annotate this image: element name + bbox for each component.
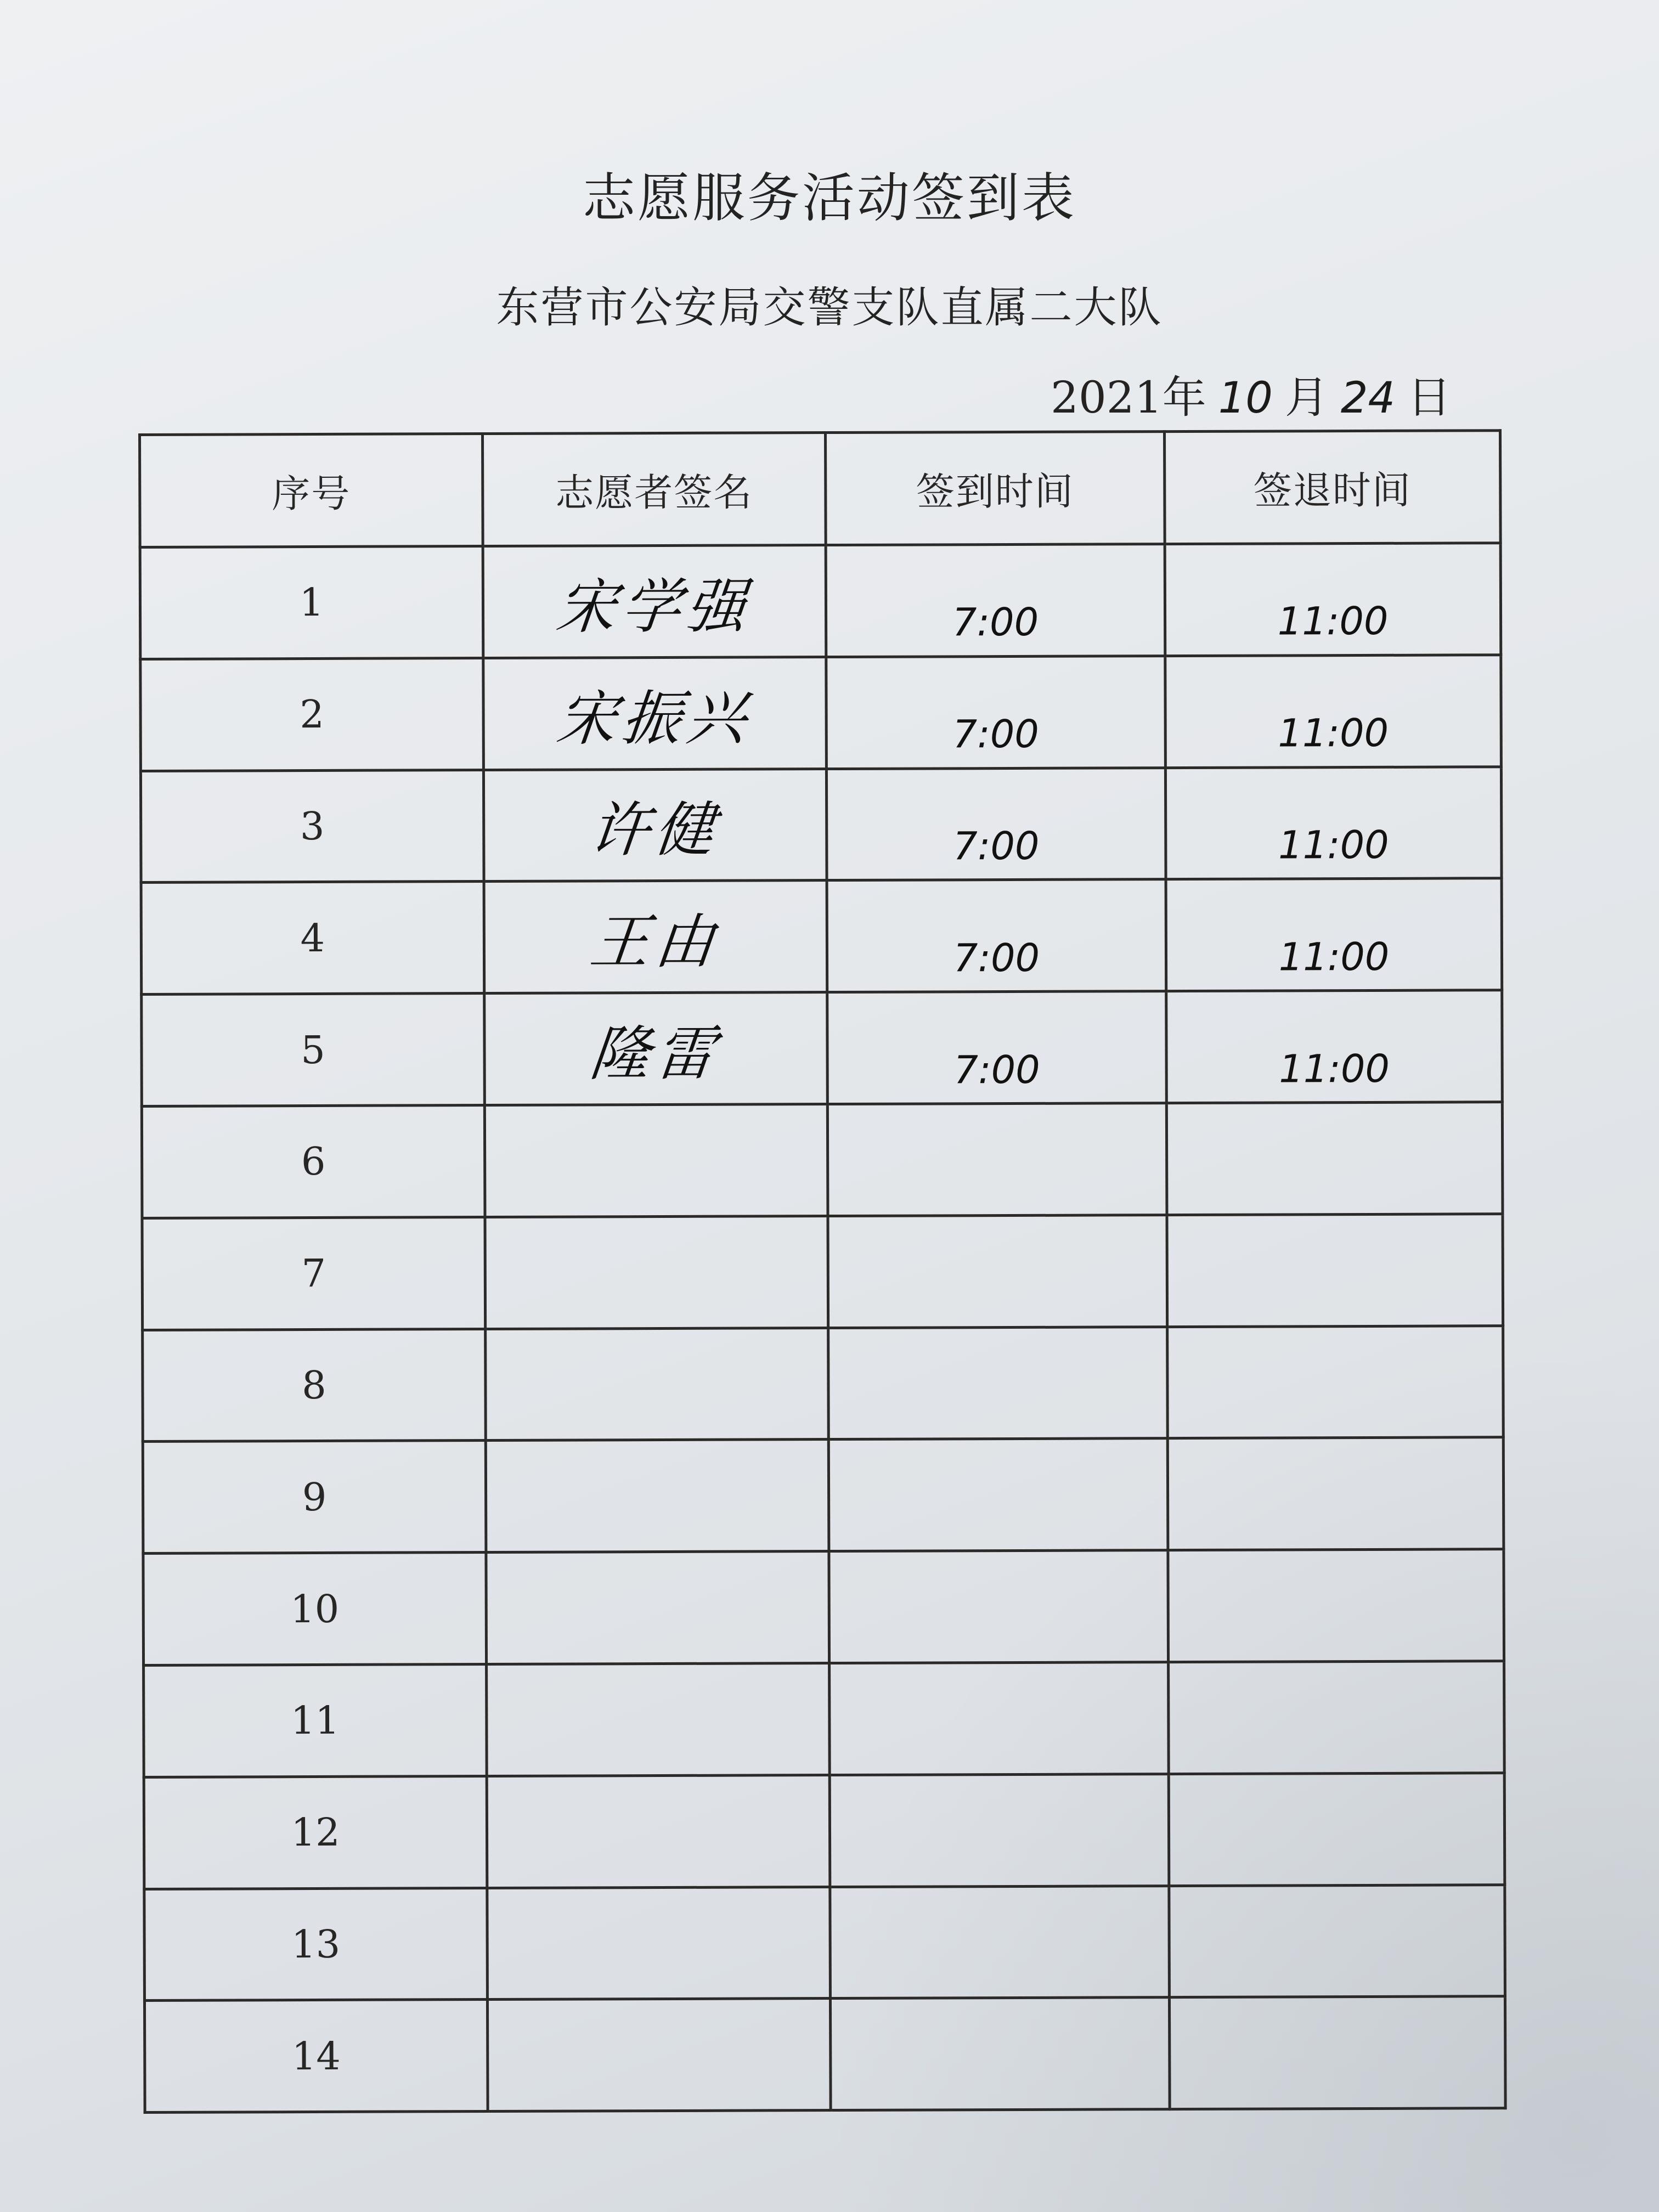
row-sign-out-time-cell [1169, 1661, 1505, 1774]
row-sign-in-time: 7:00 [953, 1047, 1040, 1092]
row-signature: 许健 [586, 796, 723, 865]
row-sign-out-time: 11:00 [1278, 710, 1389, 756]
row-signature-cell [484, 881, 827, 994]
row-sign-in-time: 7:00 [953, 935, 1040, 981]
row-signature-cell [486, 1328, 829, 1441]
table-row [142, 1214, 1503, 1330]
table-row [142, 1102, 1503, 1218]
row-seq-number-cell: 9 [143, 1441, 486, 1554]
row-seq-number-cell: 8 [143, 1329, 486, 1442]
row-sign-out-time-cell [1167, 1437, 1504, 1550]
row-signature: 王由 [586, 907, 724, 977]
row-sign-out-time-cell [1167, 1214, 1503, 1327]
row-sign-in-time-cell [830, 1886, 1170, 1999]
table-row [143, 1437, 1504, 1554]
row-signature-cell [487, 1887, 831, 2000]
row-sign-in-time-cell [826, 656, 1166, 769]
row-sign-in-time-cell [828, 1327, 1168, 1440]
row-signature-cell [483, 657, 827, 770]
row-sign-out-time: 11:00 [1279, 1046, 1390, 1092]
sheet-subtitle: 东营市公安局交警支队直属二大队 [496, 283, 1163, 332]
row-signature-cell [486, 1440, 829, 1553]
row-sign-in-time: 7:00 [953, 823, 1040, 869]
row-signature-cell [484, 1104, 828, 1217]
table-row [140, 766, 1502, 883]
row-sign-out-time: 11:00 [1278, 934, 1390, 980]
row-signature-cell [487, 1999, 831, 2112]
row-sign-in-time-cell [828, 1215, 1167, 1328]
row-seq-number-cell: 11 [144, 1664, 487, 1777]
row-sign-out-time-cell [1165, 766, 1502, 879]
row-sign-in-time-cell [826, 768, 1166, 881]
row-seq-number-cell: 5 [142, 994, 485, 1107]
row-sign-out-time: 11:00 [1278, 822, 1389, 868]
row-sign-out-time-cell [1169, 1884, 1505, 1997]
table-row [143, 1549, 1504, 1666]
table-row [144, 1996, 1505, 2113]
table-row [140, 543, 1501, 659]
row-sign-in-time-cell [830, 1774, 1169, 1887]
row-sign-in-time-cell [830, 1662, 1169, 1775]
row-sign-out-time-cell [1166, 1102, 1503, 1215]
table-row [144, 1661, 1505, 1778]
row-seq-number-cell: 4 [141, 882, 484, 995]
sheet-title: 志愿服务活动签到表 [583, 167, 1076, 229]
date-day-label: 日 [1407, 372, 1452, 423]
row-signature: 隆雷 [587, 1019, 724, 1089]
date-month-handwritten: 10 [1218, 374, 1273, 423]
row-signature-cell [487, 1775, 830, 1888]
row-seq-number-cell: 7 [142, 1217, 486, 1330]
table-row [140, 654, 1502, 771]
row-sign-in-time-cell [830, 1997, 1170, 2111]
row-sign-out-time-cell [1169, 1996, 1505, 2109]
header-signature: 志愿者签名 [483, 433, 826, 546]
table-row [143, 1325, 1504, 1442]
row-sign-out-time-cell [1169, 1773, 1505, 1886]
row-sign-out-time-cell [1165, 654, 1502, 768]
sheet-date [1051, 362, 1451, 422]
header-sign-out-time: 签退时间 [1164, 431, 1500, 544]
row-seq-number-cell: 13 [144, 1888, 488, 2001]
row-sign-in-time-cell [828, 1438, 1168, 1551]
row-seq-number-cell: 1 [140, 546, 483, 659]
table-row [142, 990, 1503, 1107]
row-signature-cell [487, 1663, 830, 1776]
table-row [141, 878, 1502, 995]
header-seq: 序号 [140, 434, 483, 548]
row-sign-in-time-cell [827, 1103, 1167, 1216]
row-signature-cell [483, 769, 827, 882]
row-signature: 宋学强 [553, 572, 755, 642]
row-seq-number-cell: 10 [143, 1553, 487, 1666]
row-signature-cell [485, 1216, 828, 1329]
row-sign-in-time-cell [827, 879, 1166, 992]
row-seq-number-cell: 2 [140, 658, 484, 771]
row-sign-out-time-cell [1165, 543, 1501, 656]
row-sign-out-time: 11:00 [1277, 599, 1389, 644]
table-row [144, 1773, 1505, 1889]
sign-in-table [138, 429, 1507, 2114]
row-seq-number-cell: 3 [140, 770, 484, 883]
date-year: 2021年 [1051, 372, 1206, 423]
row-sign-out-time-cell [1166, 878, 1502, 991]
row-sign-in-time-cell [827, 991, 1167, 1104]
row-sign-out-time-cell [1166, 990, 1503, 1103]
row-signature-cell [486, 1551, 830, 1664]
row-sign-in-time: 7:00 [952, 600, 1039, 645]
table-body [140, 543, 1505, 2113]
row-signature-cell [483, 545, 826, 658]
row-signature: 宋振兴 [554, 684, 755, 754]
row-seq-number-cell: 6 [142, 1105, 485, 1218]
date-day-handwritten: 24 [1340, 374, 1396, 423]
row-seq-number-cell: 14 [144, 2000, 488, 2113]
table-row [144, 1884, 1505, 2001]
row-sign-in-time-cell [826, 544, 1165, 657]
row-sign-in-time: 7:00 [952, 712, 1039, 757]
row-sign-out-time-cell [1168, 1549, 1504, 1662]
table-header-row [140, 431, 1501, 548]
header-sign-in-time: 签到时间 [826, 432, 1165, 545]
row-sign-out-time-cell [1167, 1325, 1504, 1438]
date-month-label: 月 [1284, 372, 1329, 423]
row-signature-cell [484, 992, 828, 1105]
row-sign-in-time-cell [829, 1550, 1169, 1663]
row-seq-number-cell: 12 [144, 1776, 487, 1889]
